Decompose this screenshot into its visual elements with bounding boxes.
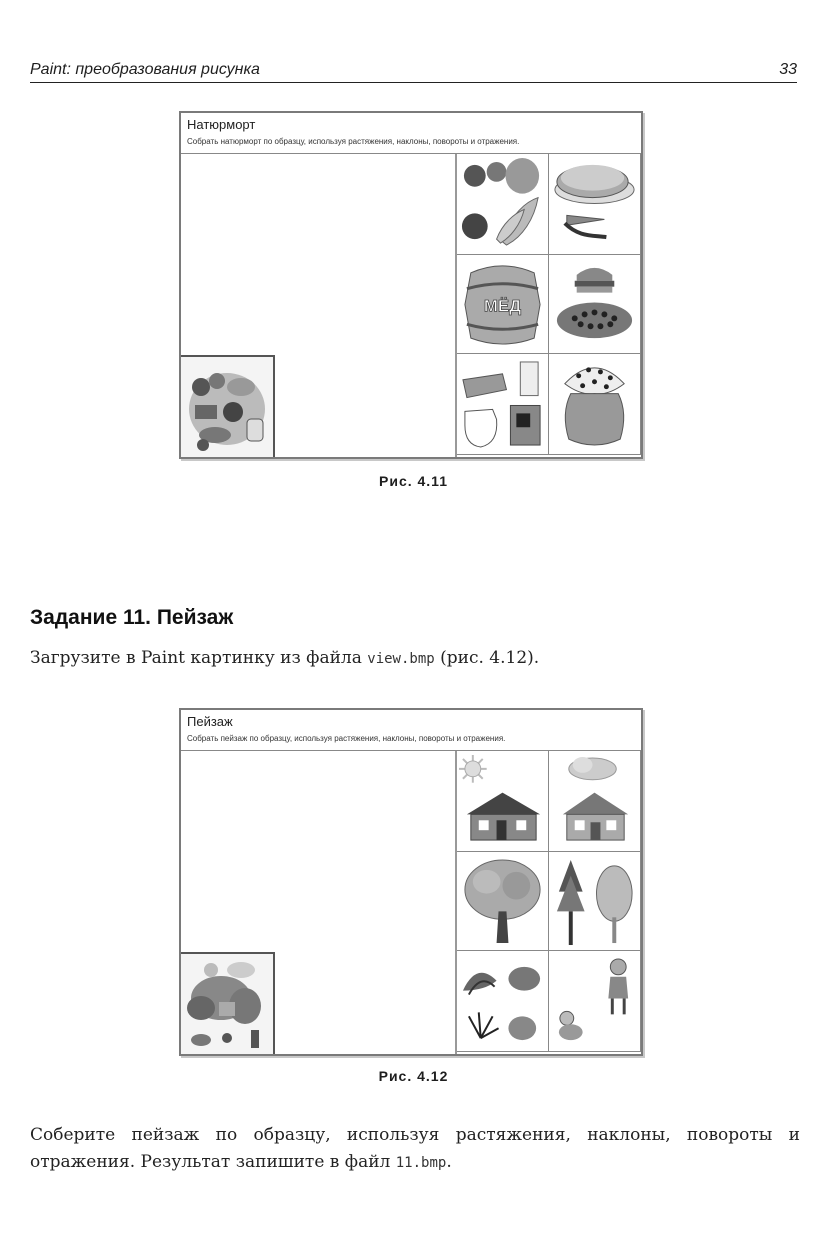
palette-cell-bread-milk-jug-box[interactable] xyxy=(457,354,549,455)
task-intro-text: Загрузите в Paint картинку из файла xyxy=(30,648,368,668)
figure-caption: Рис. 4.12 xyxy=(378,1068,449,1084)
sample-thumbnail xyxy=(181,355,275,457)
task-outro-text: Соберите пейзаж по образцу, используя растяжения, наклоны, повороты и отражения. Результат запишите в файл xyxy=(30,1125,800,1172)
palette-cell-girl-and-child[interactable] xyxy=(549,951,641,1052)
file-name: 11.bmp xyxy=(395,1155,447,1171)
palette-cell-tree[interactable] xyxy=(457,852,549,951)
palette-cell-honey-barrel[interactable] xyxy=(457,255,549,354)
figure-still-life xyxy=(179,111,643,459)
palette-cell-burger-and-tart[interactable] xyxy=(549,255,641,354)
figure-title: Натюрморт xyxy=(187,117,256,132)
palette-cell-pies-and-carrot[interactable] xyxy=(549,154,641,255)
figure-description: Собрать натюрморт по образцу, используя растяжения, наклоны, повороты и отражения. xyxy=(187,137,520,146)
palette-cell-bushes-and-grass[interactable] xyxy=(457,951,549,1052)
palette-cell-jam-jar[interactable] xyxy=(549,354,641,455)
palette-cell-pine-and-birch[interactable] xyxy=(549,852,641,951)
figure-description: Собрать пейзаж по образцу, используя растяжения, наклоны, повороты и отражения. xyxy=(187,734,506,743)
barrel-label: МЁД xyxy=(483,296,522,316)
running-header xyxy=(30,60,797,83)
page-number: 33 xyxy=(779,61,797,78)
task-intro xyxy=(30,645,800,673)
figure-title: Пейзаж xyxy=(187,714,233,729)
palette-cell-cloud-and-house[interactable] xyxy=(549,751,641,852)
figure-header xyxy=(181,710,641,751)
picture-palette xyxy=(457,751,641,1054)
drawing-area[interactable] xyxy=(181,751,457,1054)
palette-cell-fruits[interactable] xyxy=(457,154,549,255)
figure-caption: Рис. 4.11 xyxy=(379,473,448,489)
running-header-title: Paint: преобразования рисунка xyxy=(30,61,260,78)
figure-header xyxy=(181,113,641,154)
file-name: view.bmp xyxy=(367,651,435,667)
sample-thumbnail xyxy=(181,952,275,1054)
task-heading: Задание 11. Пейзаж xyxy=(30,606,234,629)
task-outro-end: . xyxy=(446,1152,452,1172)
palette-cell-sun-and-house[interactable] xyxy=(457,751,549,852)
drawing-area[interactable] xyxy=(181,154,457,457)
task-outro xyxy=(30,1122,800,1177)
task-intro-end: (рис. 4.12). xyxy=(434,648,540,668)
picture-palette xyxy=(457,154,641,457)
figure-landscape xyxy=(179,708,643,1056)
